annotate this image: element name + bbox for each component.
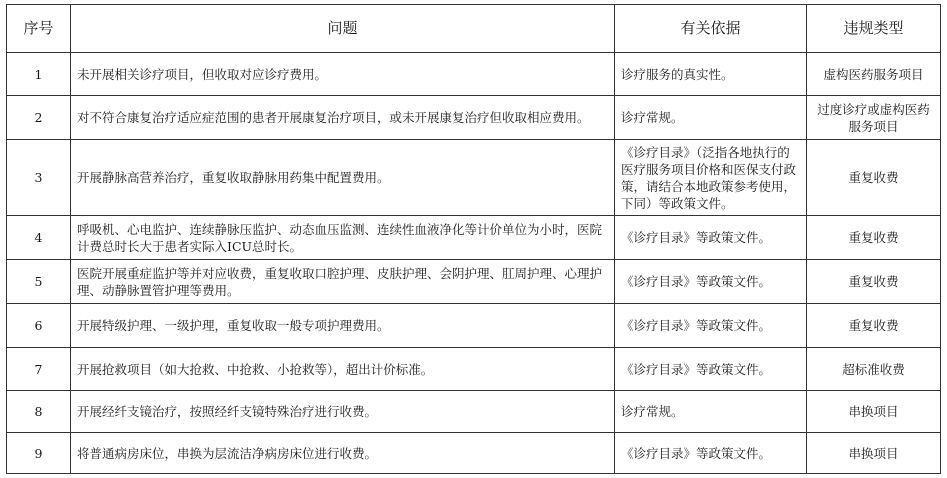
row-type: 重复收费: [807, 260, 941, 304]
header-no: 序号: [7, 5, 71, 53]
row-issue: 对不符合康复治疗适应症范围的患者开展康复治疗项目，或未开展康复治疗但收取相应费用。: [71, 96, 615, 140]
table-row: [7, 140, 941, 216]
row-no: 6: [7, 304, 71, 348]
table-header-row: [7, 5, 941, 53]
row-no: 8: [7, 391, 71, 433]
row-issue: 将普通病房床位，串换为层流洁净病房床位进行收费。: [71, 433, 615, 474]
header-basis: 有关依据: [615, 5, 807, 53]
row-no: 3: [7, 140, 71, 216]
row-no: 2: [7, 96, 71, 140]
row-issue: 未开展相关诊疗项目，但收取对应诊疗费用。: [71, 53, 615, 96]
row-type: 重复收费: [807, 304, 941, 348]
row-issue: 开展经纤支镜治疗，按照经纤支镜特殊治疗进行收费。: [71, 391, 615, 433]
row-type: 虚构医药服务项目: [807, 53, 941, 96]
row-type: 过度诊疗或虚构医药服务项目: [807, 96, 941, 140]
row-basis: 《诊疗目录》等政策文件。: [615, 348, 807, 391]
table-row: [7, 391, 941, 433]
violations-table: [6, 4, 941, 474]
header-issue: 问题: [71, 5, 615, 53]
table-row: [7, 260, 941, 304]
row-basis: 诊疗常规。: [615, 391, 807, 433]
row-no: 1: [7, 53, 71, 96]
row-basis: 《诊疗目录》等政策文件。: [615, 304, 807, 348]
row-issue: 开展特级护理、一级护理，重复收取一般专项护理费用。: [71, 304, 615, 348]
row-basis: 《诊疗目录》等政策文件。: [615, 216, 807, 260]
row-type: 重复收费: [807, 140, 941, 216]
table-row: [7, 348, 941, 391]
row-basis: 诊疗服务的真实性。: [615, 53, 807, 96]
row-no: 7: [7, 348, 71, 391]
row-no: 5: [7, 260, 71, 304]
table-row: [7, 304, 941, 348]
table-row: [7, 53, 941, 96]
row-basis: 诊疗常规。: [615, 96, 807, 140]
table-row: [7, 96, 941, 140]
row-type: 串换项目: [807, 433, 941, 474]
row-type: 超标准收费: [807, 348, 941, 391]
row-type: 串换项目: [807, 391, 941, 433]
row-issue: 医院开展重症监护等并对应收费，重复收取口腔护理、皮肤护理、会阴护理、肛周护理、心理护理、动静脉置管护理等费用。: [71, 260, 615, 304]
table-row: [7, 433, 941, 474]
row-issue: 开展静脉高营养治疗，重复收取静脉用药集中配置费用。: [71, 140, 615, 216]
table-row: [7, 216, 941, 260]
row-basis: 《诊疗目录》等政策文件。: [615, 433, 807, 474]
row-basis: 《诊疗目录》（泛指各地执行的医疗服务项目价格和医保支付政策，请结合本地政策参考使用，下同）等政策文件。: [615, 140, 807, 216]
row-basis: 《诊疗目录》等政策文件。: [615, 260, 807, 304]
row-type: 重复收费: [807, 216, 941, 260]
row-no: 4: [7, 216, 71, 260]
header-type: 违规类型: [807, 5, 941, 53]
row-no: 9: [7, 433, 71, 474]
row-issue: 呼吸机、心电监护、连续静脉压监护、动态血压监测、连续性血液净化等计价单位为小时，医院计费总时长大于患者实际入ICU总时长。: [71, 216, 615, 260]
row-issue: 开展抢救项目（如大抢救、中抢救、小抢救等），超出计价标准。: [71, 348, 615, 391]
